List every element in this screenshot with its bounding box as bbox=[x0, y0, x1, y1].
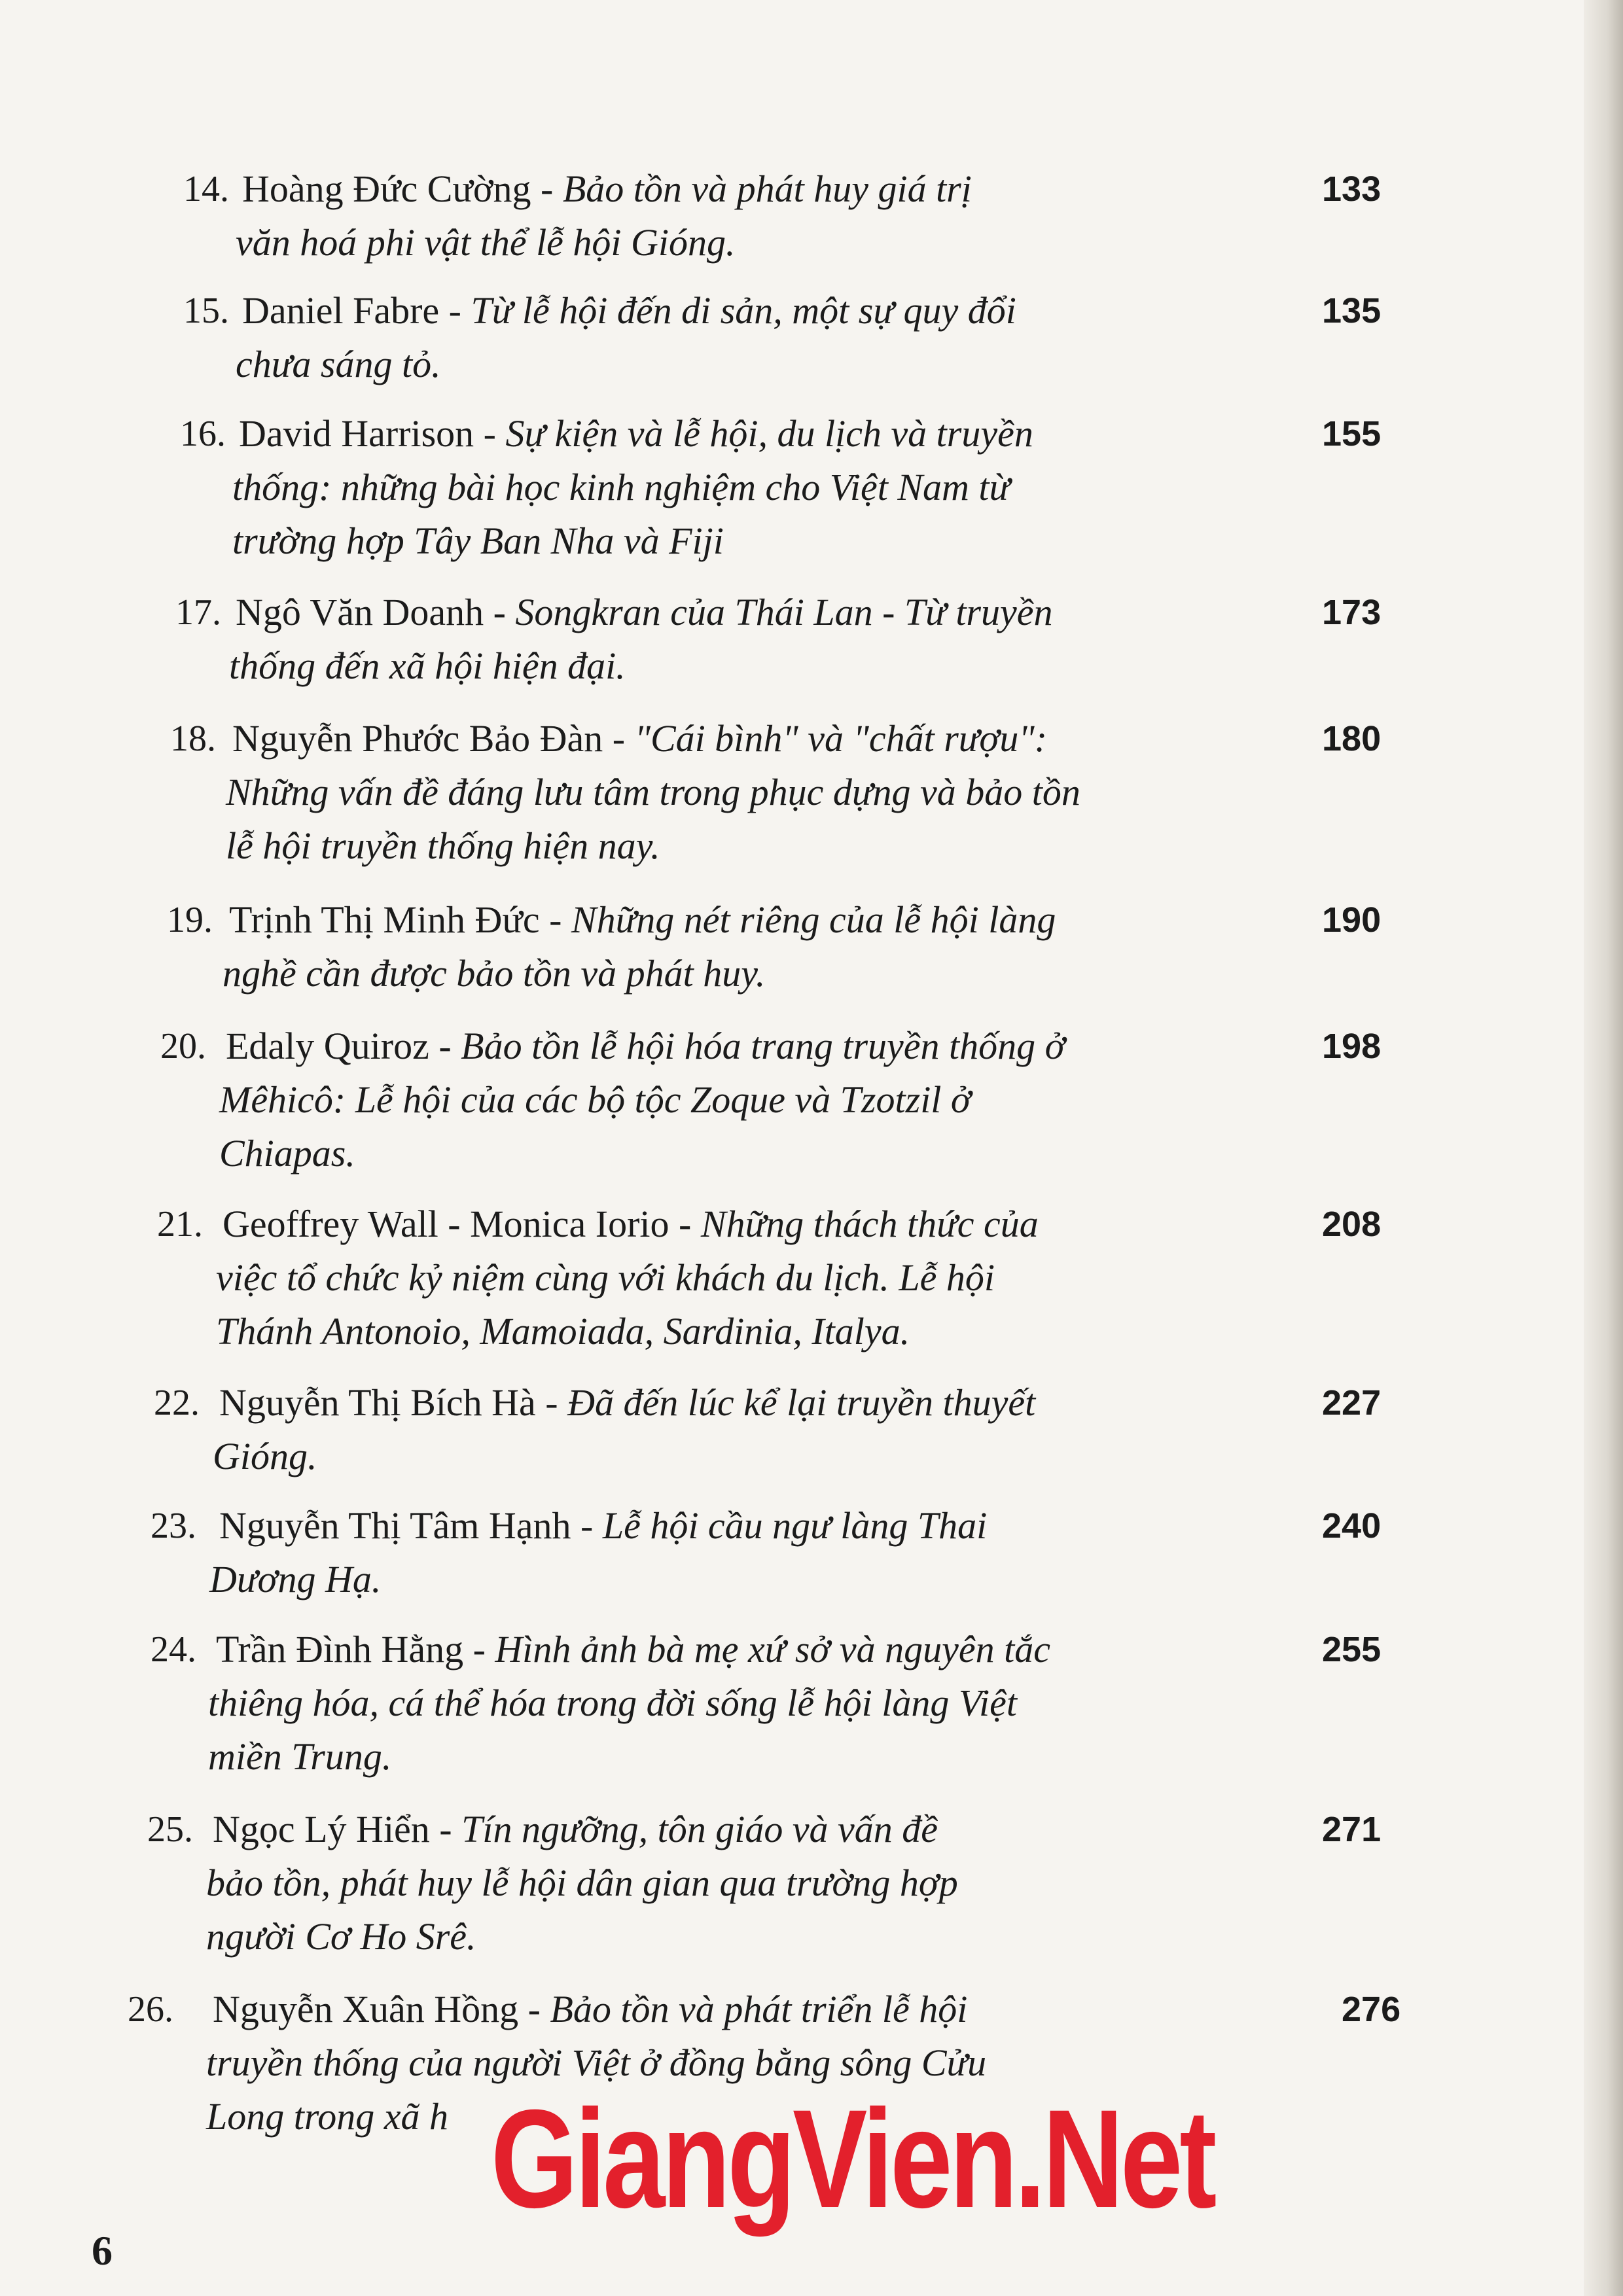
entry-title: thống: những bài học kinh nghiệm cho Việt Nam từ bbox=[232, 466, 1010, 508]
entry-author: Nguyễn Phước Bảo Đàn - bbox=[232, 717, 626, 760]
entry-page-number: 255 bbox=[1322, 1630, 1382, 1669]
entry-title: Những nét riêng của lễ hội làng bbox=[571, 898, 1056, 941]
entry-line bbox=[223, 947, 1315, 1000]
watermark: GiangVien.Net bbox=[491, 2081, 1214, 2237]
entry-line bbox=[219, 1499, 1306, 1553]
entry-line bbox=[213, 1430, 1306, 1483]
entry-line bbox=[208, 1676, 1302, 1730]
entry-title: Bảo tồn lễ hội hóa trang truyền thống ở bbox=[461, 1025, 1065, 1067]
entry-title: miền Trung. bbox=[208, 1735, 392, 1778]
entry-text bbox=[236, 284, 1329, 391]
entry-line bbox=[216, 1305, 1309, 1358]
page-number: 6 bbox=[92, 2227, 113, 2274]
entry-number: 24. bbox=[151, 1629, 196, 1670]
entry-line bbox=[226, 1019, 1312, 1073]
entry-text bbox=[216, 1197, 1309, 1358]
entry-line bbox=[206, 1910, 1299, 1964]
entry-author: Ngọc Lý Hiển - bbox=[213, 1808, 452, 1850]
entry-page-number: 155 bbox=[1322, 414, 1382, 453]
entry-line bbox=[242, 284, 1329, 338]
entry-number: 17. bbox=[175, 592, 221, 633]
entry-title: chưa sáng tỏ. bbox=[236, 343, 441, 385]
entry-author: Trần Đình Hằng - bbox=[216, 1628, 486, 1670]
entry-line bbox=[232, 712, 1319, 766]
entry-author: Geoffrey Wall - Monica Iorio - bbox=[223, 1203, 692, 1245]
entry-page-number: 190 bbox=[1322, 900, 1382, 940]
entry-number: 19. bbox=[167, 900, 213, 940]
entry-title: Từ lễ hội đến di sản, một sự quy đổi bbox=[471, 289, 1016, 332]
entry-page-number: 271 bbox=[1322, 1810, 1382, 1849]
entry-text bbox=[226, 712, 1319, 873]
entry-title: thiêng hóa, cá thể hóa trong đời sống lễ hội làng Việt bbox=[208, 1682, 1017, 1724]
entry-line bbox=[232, 461, 1325, 514]
entry-line bbox=[239, 407, 1325, 461]
entry-page-number: 240 bbox=[1322, 1506, 1382, 1545]
entry-author: Nguyễn Thị Bích Hà - bbox=[219, 1381, 558, 1424]
entry-line bbox=[242, 162, 1329, 216]
entry-title: Long trong xã h bbox=[206, 2095, 449, 2138]
entry-author: Ngô Văn Doanh - bbox=[236, 591, 506, 633]
entry-author: Nguyễn Xuân Hồng - bbox=[213, 1988, 541, 2030]
entry-number: 15. bbox=[183, 291, 229, 331]
entry-page-number: 135 bbox=[1322, 291, 1382, 330]
entry-line bbox=[209, 1553, 1306, 1606]
entry-title: văn hoá phi vật thể lễ hội Gióng. bbox=[236, 221, 736, 264]
entry-title: Songkran của Thái Lan - Từ truyền bbox=[515, 591, 1053, 633]
entry-number: 16. bbox=[180, 414, 226, 454]
entry-text bbox=[236, 162, 1329, 270]
entry-author: Hoàng Đức Cường - bbox=[242, 168, 554, 210]
entry-title: Những vấn đề đáng lưu tâm trong phục dựng và bảo tồn bbox=[226, 771, 1080, 813]
entry-page-number: 173 bbox=[1322, 593, 1382, 632]
entry-title: bảo tồn, phát huy lễ hội dân gian qua trường hợp bbox=[206, 1862, 958, 1904]
entry-text bbox=[219, 1019, 1312, 1180]
entry-title: việc tổ chức kỷ niệm cùng với khách du lịch. Lễ hội bbox=[216, 1256, 995, 1299]
entry-number: 20. bbox=[160, 1026, 206, 1067]
entry-line bbox=[213, 1803, 1299, 1856]
entry-title: Dương Hạ. bbox=[209, 1558, 382, 1600]
entry-number: 18. bbox=[170, 718, 216, 759]
entry-line bbox=[232, 514, 1325, 568]
entry-author: Daniel Fabre - bbox=[242, 289, 461, 332]
entry-title: Đã đến lúc kể lại truyền thuyết bbox=[567, 1381, 1036, 1424]
entry-text bbox=[229, 586, 1322, 693]
entry-page-number: 180 bbox=[1322, 719, 1382, 758]
entry-text bbox=[213, 1376, 1306, 1483]
entry-line bbox=[223, 1197, 1309, 1251]
entry-line bbox=[216, 1251, 1309, 1305]
entry-title: lễ hội truyền thống hiện nay. bbox=[226, 824, 660, 867]
entry-number: 14. bbox=[183, 169, 229, 209]
entry-title: Sự kiện và lễ hội, du lịch và truyền bbox=[505, 412, 1033, 455]
entry-number: 26. bbox=[128, 1989, 173, 2030]
entry-line bbox=[236, 216, 1329, 270]
entry-line bbox=[206, 1856, 1299, 1910]
entry-line bbox=[226, 819, 1319, 873]
entry-line bbox=[216, 1623, 1302, 1676]
entry-title: Gióng. bbox=[213, 1435, 317, 1477]
entry-author: David Harrison - bbox=[239, 412, 497, 455]
entry-text bbox=[208, 1623, 1302, 1784]
entry-line bbox=[229, 639, 1322, 693]
entry-title: Bảo tồn và phát triển lễ hội bbox=[550, 1988, 968, 2030]
entry-page-number: 276 bbox=[1342, 1990, 1401, 2029]
entry-title: "Cái bình" và "chất rượu": bbox=[634, 717, 1048, 760]
entry-title: Bảo tồn và phát huy giá trị bbox=[562, 168, 972, 210]
entry-text bbox=[232, 407, 1325, 568]
entry-text bbox=[209, 1499, 1306, 1606]
entry-title: nghề cần được bảo tồn và phát huy. bbox=[223, 952, 766, 995]
entry-line bbox=[226, 766, 1319, 819]
entry-number: 21. bbox=[157, 1204, 203, 1245]
entry-title: Những thách thức của bbox=[700, 1203, 1039, 1245]
entry-title: Hình ảnh bà mẹ xứ sở và nguyên tắc bbox=[495, 1628, 1051, 1670]
entry-title: người Cơ Ho Srê. bbox=[206, 1915, 476, 1958]
entry-page-number: 198 bbox=[1322, 1027, 1382, 1066]
entry-title: Chiapas. bbox=[219, 1132, 355, 1174]
entry-line bbox=[208, 1730, 1302, 1784]
entry-author: Trịnh Thị Minh Đức - bbox=[229, 898, 562, 941]
entry-line bbox=[219, 1127, 1312, 1180]
entry-title: truyền thống của người Việt ở đồng bằng sông Cửu bbox=[206, 2041, 987, 2084]
entry-title: trường hợp Tây Ban Nha và Fiji bbox=[232, 520, 724, 562]
entry-author: Nguyễn Thị Tâm Hạnh - bbox=[219, 1504, 594, 1547]
entry-title: Lễ hội cầu ngư làng Thai bbox=[602, 1504, 988, 1547]
entry-line bbox=[219, 1073, 1312, 1127]
entry-number: 22. bbox=[154, 1383, 200, 1423]
entry-page-number: 227 bbox=[1322, 1383, 1382, 1422]
entry-author: Edaly Quiroz - bbox=[226, 1025, 452, 1067]
entry-title: thống đến xã hội hiện đại. bbox=[229, 645, 626, 687]
entry-line bbox=[213, 1983, 1299, 2036]
entry-page-number: 208 bbox=[1322, 1205, 1382, 1244]
entry-line bbox=[219, 1376, 1306, 1430]
entry-line bbox=[236, 338, 1329, 391]
entry-number: 23. bbox=[151, 1506, 196, 1546]
entry-title: Mêhicô: Lễ hội của các bộ tộc Zoque và Tzotzil ở bbox=[219, 1078, 971, 1121]
entry-title: Thánh Antonoio, Mamoiada, Sardinia, Italya. bbox=[216, 1310, 910, 1352]
entry-line bbox=[236, 586, 1322, 639]
entry-number: 25. bbox=[147, 1809, 193, 1850]
entry-text bbox=[206, 1803, 1299, 1964]
entry-title: Tín ngưỡng, tôn giáo và vấn đề bbox=[461, 1808, 938, 1850]
entry-text bbox=[223, 893, 1315, 1000]
entry-page-number: 133 bbox=[1322, 169, 1382, 209]
entry-line bbox=[229, 893, 1315, 947]
